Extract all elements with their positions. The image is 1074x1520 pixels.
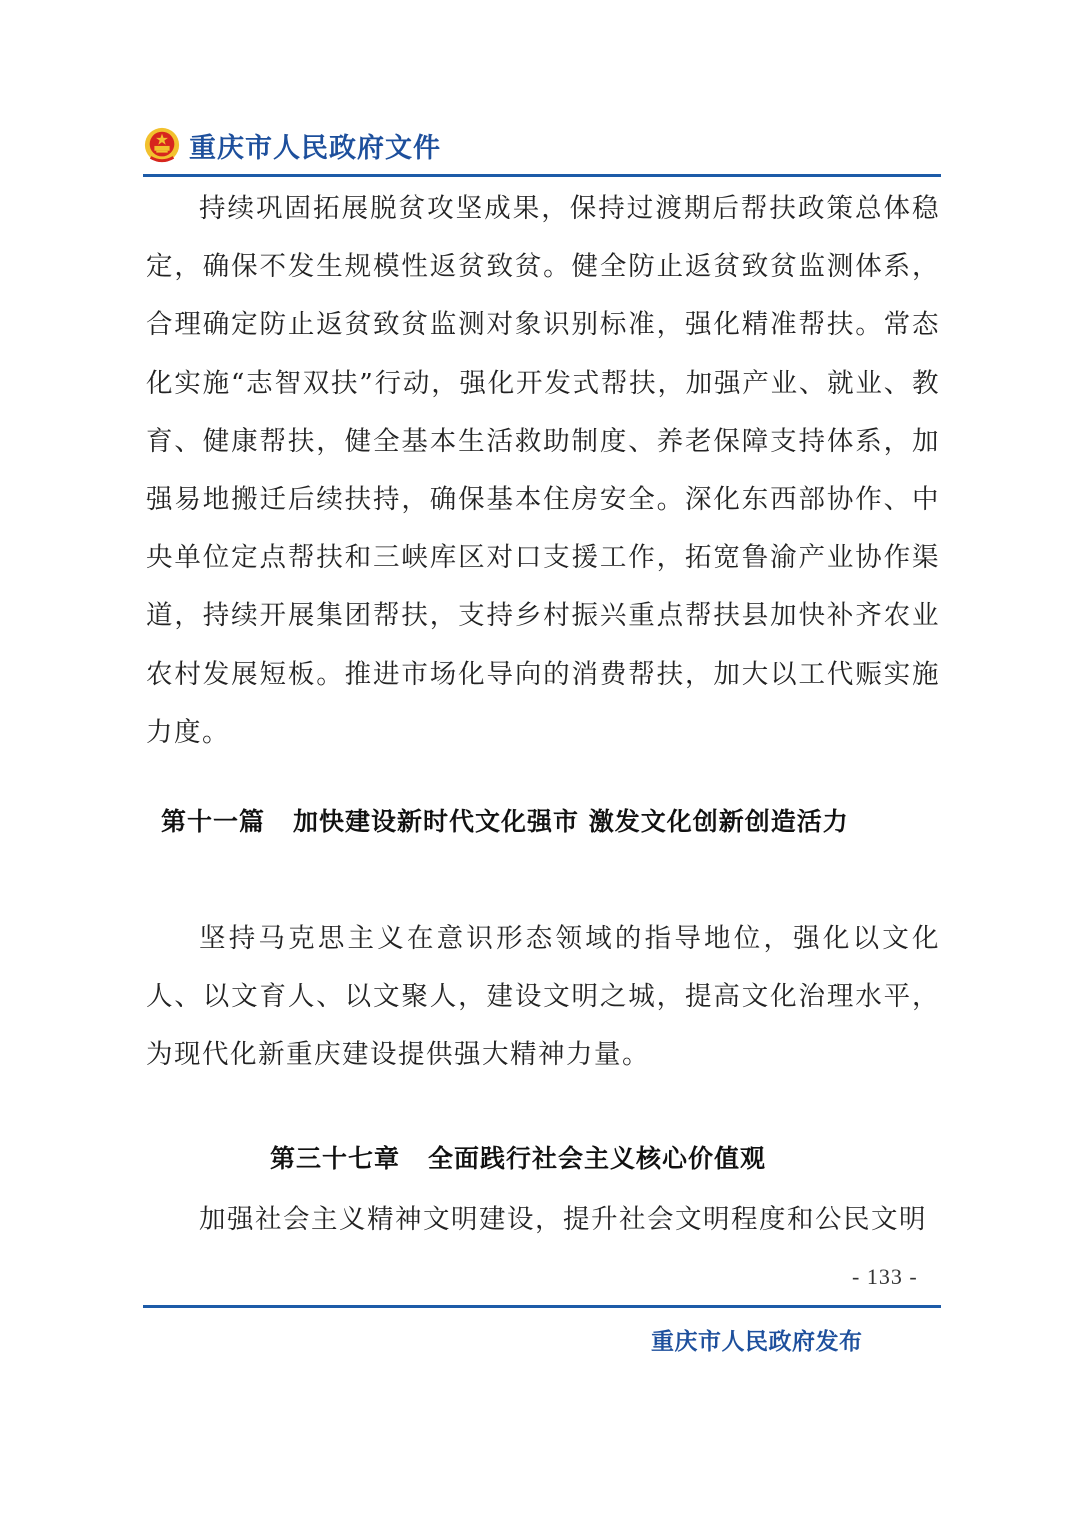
publisher-label: 重庆市人民政府发布 — [651, 1328, 863, 1355]
part-number: 第十一篇 — [161, 807, 266, 836]
chapter-title: 全面践行社会主义核心价值观 — [428, 1144, 767, 1173]
chapter-heading — [270, 1139, 766, 1175]
body-paragraph-3: 加强社会主义精神文明建设，提升社会文明程度和公民文明 — [199, 1204, 927, 1235]
page-number: - 133 - — [852, 1264, 918, 1289]
footer-divider — [143, 1305, 941, 1308]
document-header — [143, 122, 441, 168]
part-heading — [161, 802, 849, 838]
document-title: 重庆市人民政府文件 — [189, 132, 441, 164]
part-title: 加快建设新时代文化强市 激发文化创新创造活力 — [293, 807, 849, 836]
header-divider — [143, 174, 941, 177]
national-emblem-icon — [143, 126, 181, 164]
chapter-number: 第三十七章 — [270, 1144, 401, 1173]
body-paragraph-1: 持续巩固拓展脱贫攻坚成果，保持过渡期后帮扶政策总体稳定，确保不发生规模性返贫致贫。健全防止返贫致贫监测体系，合理确定防止返贫致贫监测对象识别标准，强化精准帮扶。常态化实施“志智双扶”行动，强化开发式帮扶，加强产业、就业、教育、健康帮扶，健全基本生活救助制度、养老保障支持体系，加强易地搬迁后续扶持，确保基本住房安全。深化东西部协作、中央单位定点帮扶和三峡库区对口支援工作，拓宽鲁渝产业协作渠道，持续开展集团帮扶，支持乡村振兴重点帮扶县加快补齐农业农村发展短板。推进市场化导向的消费帮扶，加大以工代赈实施力度。 — [146, 193, 940, 748]
body-paragraph-2: 坚持马克思主义在意识形态领域的指导地位，强化以文化人、以文育人、以文聚人，建设文明之城，提高文化治理水平，为现代化新重庆建设提供强大精神力量。 — [146, 923, 940, 1071]
